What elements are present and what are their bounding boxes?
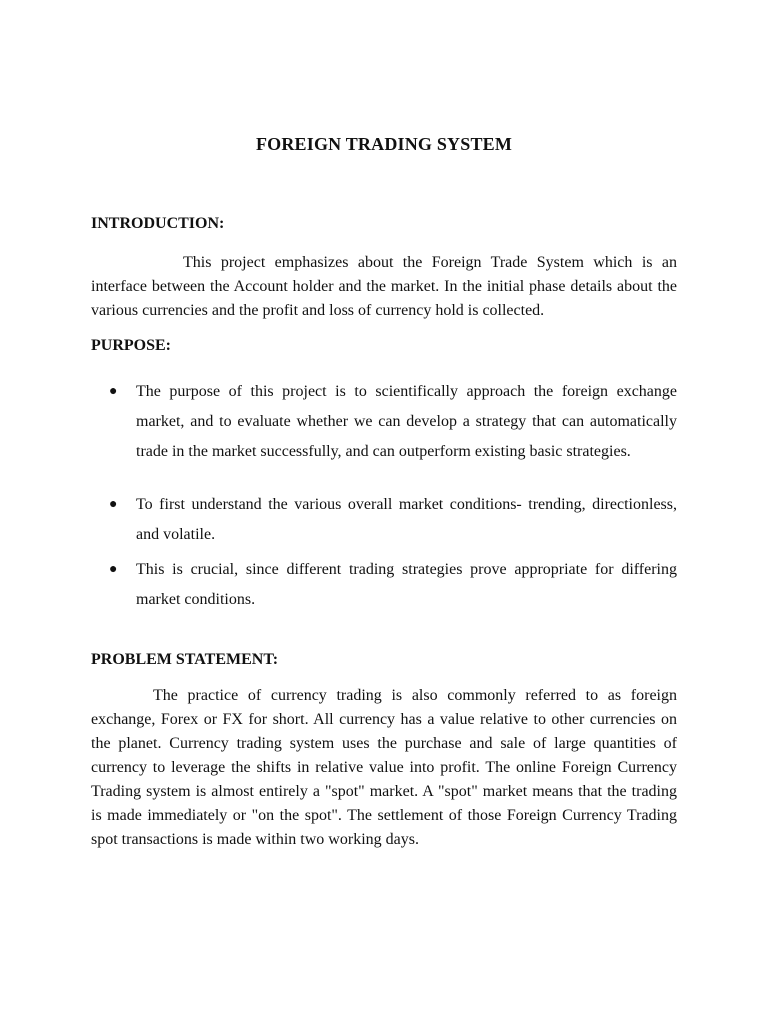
list-item bbox=[91, 377, 677, 467]
page-title: FOREIGN TRADING SYSTEM bbox=[255, 134, 513, 154]
bullet-text: This is crucial, since different trading strategies prove appropriate for differing market conditions. bbox=[136, 561, 677, 608]
bullet-text bbox=[136, 377, 677, 467]
problem-statement-paragraph: The practice of currency trading is also commonly referred to as foreign exchange, Forex or FX for short. All currency has a value relative to other currencies on the planet. Currency trading system uses the purchase and sale of large quantities of currency to leverage the shifts in relative value into profit. The online Foreign Currency Trading system is almost entirely a "spot" market. A "spot" market means that the trading is made immediately or "on the spot". The settlement of those Foreign Currency Trading spot transactions is made within two working days. bbox=[91, 687, 677, 848]
list-item bbox=[91, 555, 677, 615]
purpose-heading: PURPOSE: bbox=[91, 337, 171, 354]
bullet-icon: ● bbox=[109, 562, 118, 577]
bullet-icon: ● bbox=[109, 497, 118, 512]
introduction-paragraph: This project emphasizes about the Foreign Trade System which is an interface between the Account holder and the market. In the initial phase details about the various currencies and the profit and loss of currency hold is collected. bbox=[91, 254, 677, 319]
problem-statement-heading: PROBLEM STATEMENT: bbox=[91, 651, 279, 668]
bullet-text: To first understand the various overall market conditions- trending, directionless, and volatile. bbox=[136, 496, 677, 543]
introduction-heading: INTRODUCTION: bbox=[91, 215, 225, 232]
list-item bbox=[91, 490, 677, 550]
bullet-icon: ● bbox=[109, 384, 118, 399]
bullet-text-content: The purpose of this project is to scientifically approach the foreign exchange market, and to evaluate whether we can develop a strategy that can automatically trade in the market successfully, and can outperform existing basic strategies. bbox=[136, 383, 677, 460]
